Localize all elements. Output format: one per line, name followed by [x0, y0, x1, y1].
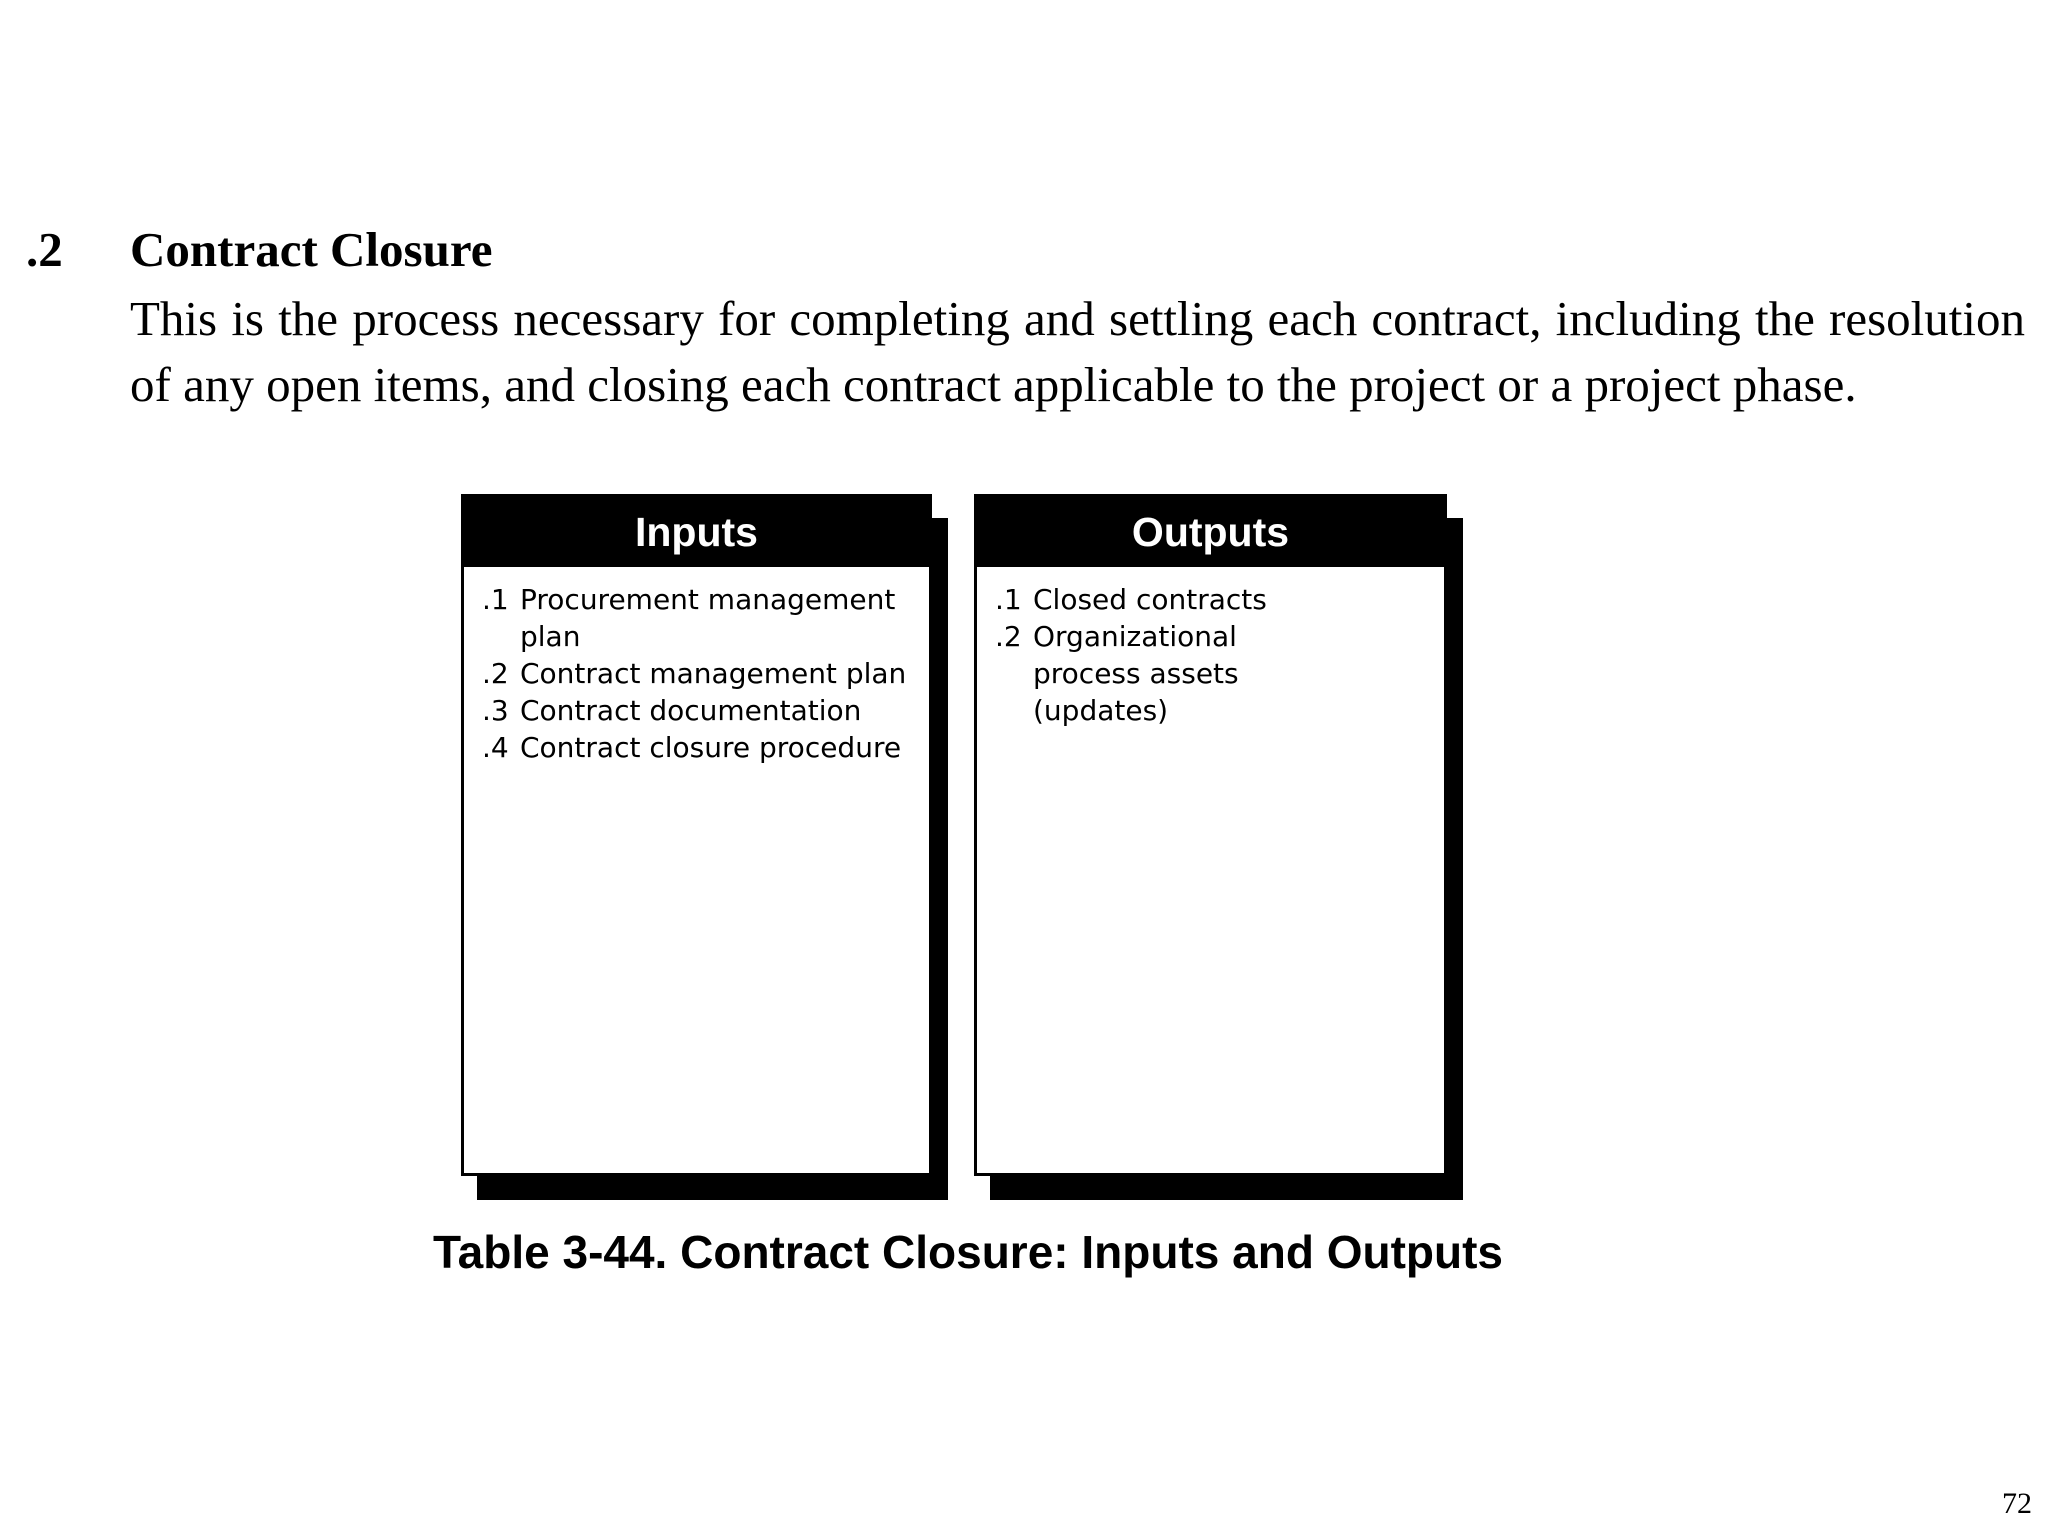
list-item — [464, 655, 929, 692]
item-number: .1 — [482, 583, 509, 616]
list-item — [977, 618, 1444, 729]
outputs-box — [974, 494, 1463, 1200]
item-text: Contract documentation — [520, 694, 862, 727]
section-title: Contract Closure — [130, 222, 493, 277]
list-item — [977, 581, 1444, 618]
item-number: .1 — [995, 583, 1022, 616]
table-caption: Table 3-44. Contract Closure: Inputs and Outputs — [432, 1226, 1504, 1278]
item-number: .2 — [482, 657, 509, 690]
item-text: Contract management plan — [520, 657, 907, 690]
list-item — [464, 692, 929, 729]
section-number: .2 — [26, 222, 63, 277]
item-text: Contract closure procedure — [520, 731, 902, 764]
list-item — [464, 729, 929, 766]
inputs-box-frame — [461, 494, 932, 1176]
list-item — [464, 581, 929, 655]
inputs-box — [461, 494, 948, 1200]
item-number: .2 — [995, 620, 1022, 653]
page-number: 72 — [2002, 1487, 2032, 1520]
section-paragraph: This is the process necessary for completing and settling each contract, including the resolution of any open items, and closing each contract applicable to the project or a project phase. — [130, 291, 2025, 412]
item-number: .3 — [482, 694, 509, 727]
item-text: Procurement management plan — [520, 583, 896, 653]
item-text: Closed contracts — [1033, 583, 1267, 616]
item-number: .4 — [482, 731, 509, 764]
item-text: Organizational process assets (updates) — [1033, 620, 1257, 727]
outputs-box-frame — [974, 494, 1447, 1176]
inputs-list — [464, 581, 929, 766]
inputs-header: Inputs — [464, 497, 929, 567]
outputs-list — [977, 581, 1444, 729]
outputs-header: Outputs — [977, 497, 1444, 567]
